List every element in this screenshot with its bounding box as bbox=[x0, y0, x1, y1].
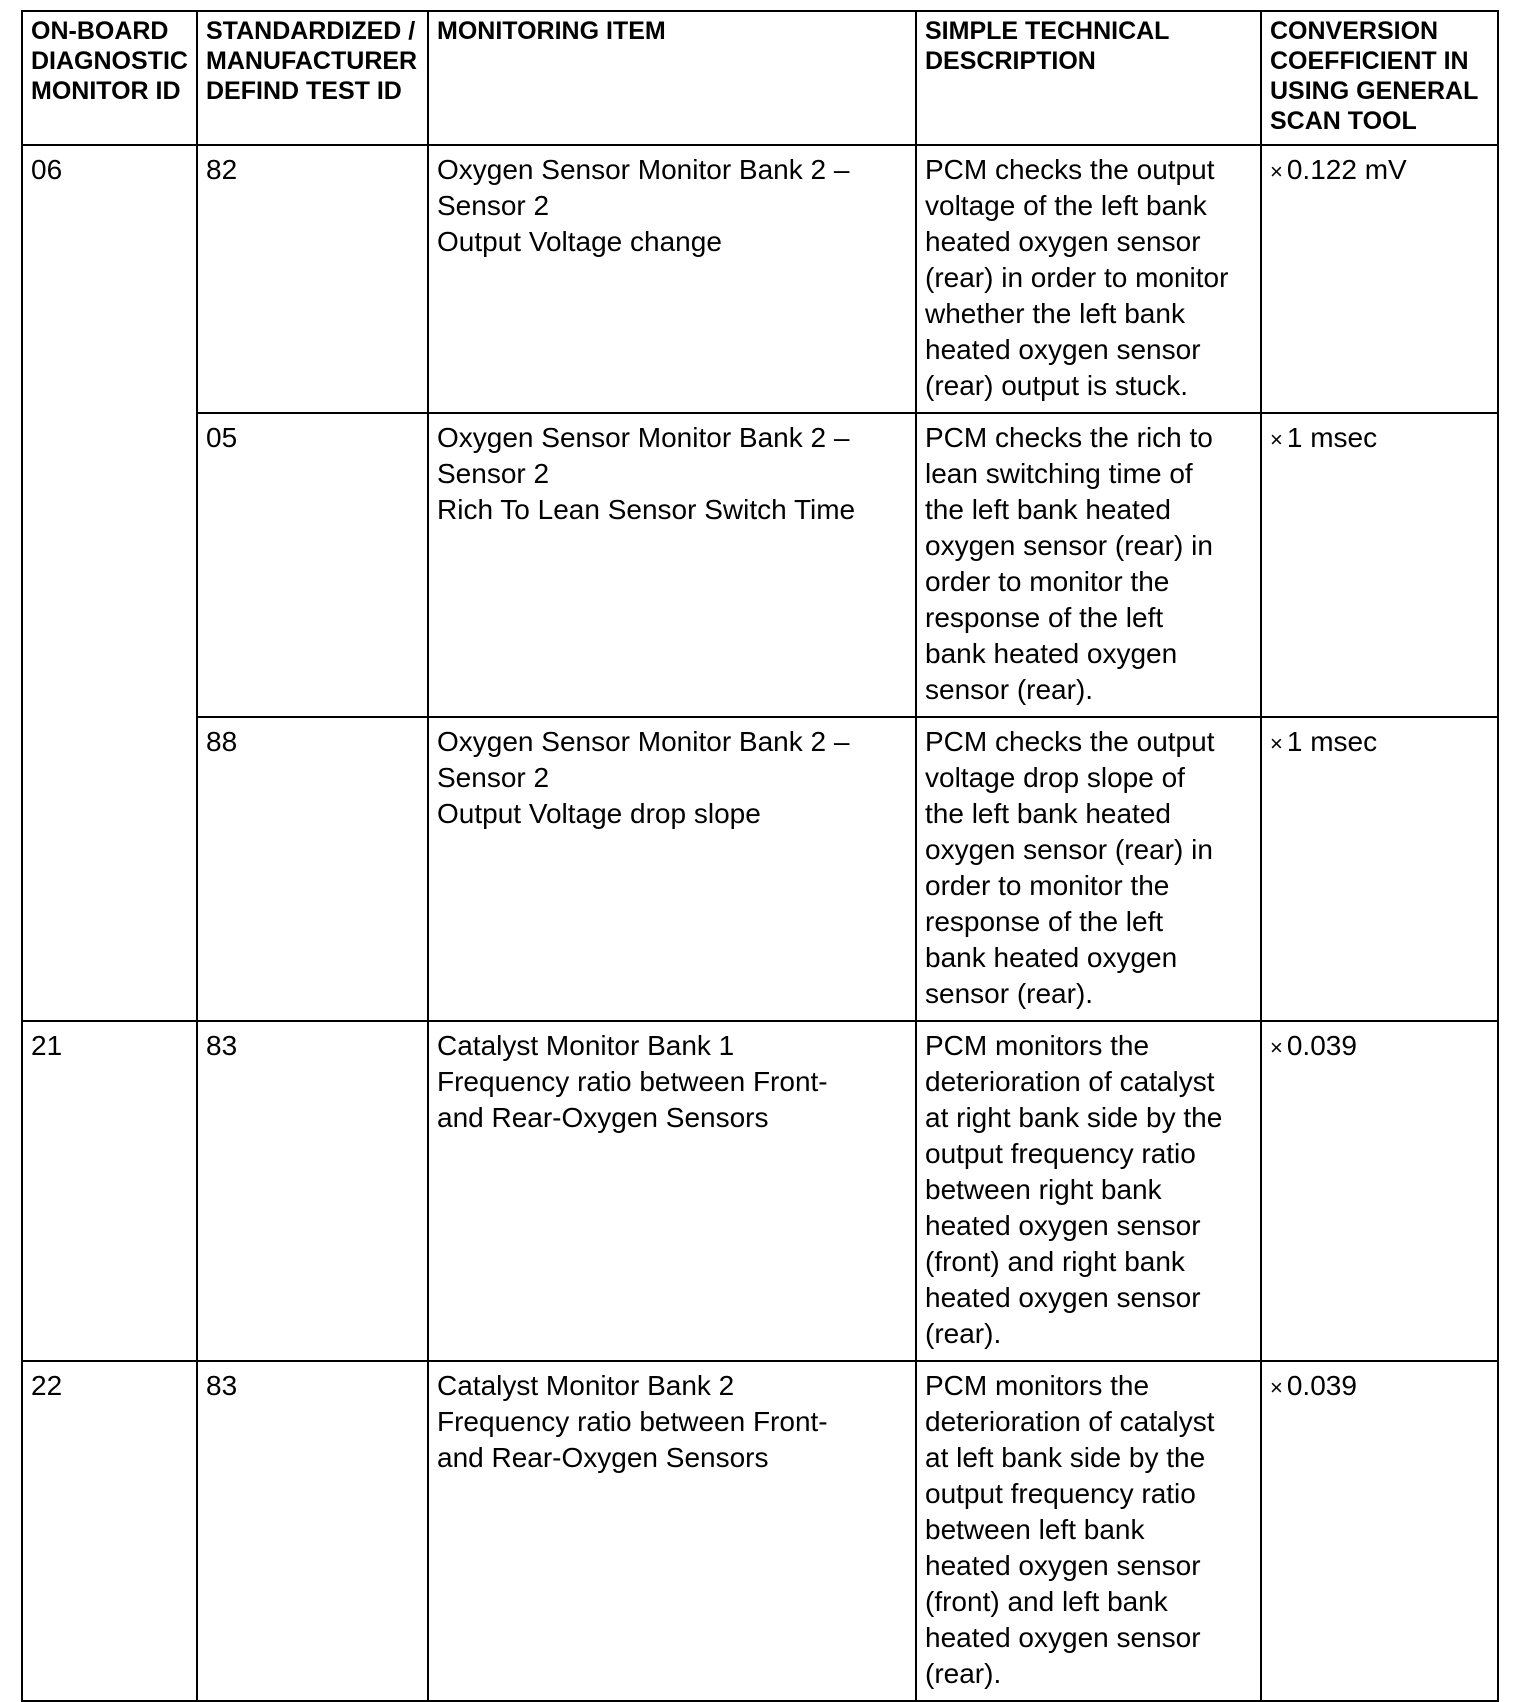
obd-monitor-table bbox=[21, 10, 1499, 1702]
description-line: (rear) output is stuck. bbox=[925, 370, 1188, 401]
header-monitoring-item bbox=[428, 11, 916, 145]
header-line: USING GENERAL bbox=[1270, 77, 1479, 105]
table-row bbox=[22, 145, 1498, 413]
description-line: lean switching time of bbox=[925, 458, 1193, 489]
cell-monitoring-item bbox=[428, 145, 916, 413]
description-line: at right bank side by the bbox=[925, 1102, 1223, 1133]
item-line: Oxygen Sensor Monitor Bank 2 – bbox=[437, 422, 850, 453]
description-line: sensor (rear). bbox=[925, 978, 1094, 1009]
description-line: between right bank bbox=[925, 1174, 1162, 1205]
coefficient-value: 1 msec bbox=[1286, 726, 1378, 757]
header-line: DESCRIPTION bbox=[925, 47, 1096, 75]
header-line: MANUFACTURER bbox=[206, 47, 418, 75]
description-line: heated oxygen sensor bbox=[925, 1210, 1201, 1241]
description-line: PCM checks the output bbox=[925, 154, 1215, 185]
cell-monitor-id: 22 bbox=[22, 1361, 197, 1701]
item-line: Rich To Lean Sensor Switch Time bbox=[437, 494, 856, 525]
cell-monitor-id: 21 bbox=[22, 1021, 197, 1361]
item-line: Catalyst Monitor Bank 1 bbox=[437, 1030, 735, 1061]
description-line: sensor (rear). bbox=[925, 674, 1094, 705]
cell-description bbox=[916, 1361, 1261, 1701]
cell-monitoring-item bbox=[428, 413, 916, 717]
header-description bbox=[916, 11, 1261, 145]
multiply-symbol: × bbox=[1270, 427, 1283, 452]
description-line: (rear) in order to monitor bbox=[925, 262, 1229, 293]
description-line: deterioration of catalyst bbox=[925, 1406, 1215, 1437]
item-line: Catalyst Monitor Bank 2 bbox=[437, 1370, 735, 1401]
item-line: Output Voltage change bbox=[437, 226, 722, 257]
coefficient-value: 1 msec bbox=[1286, 422, 1378, 453]
description-line: (rear). bbox=[925, 1658, 1002, 1689]
cell-description bbox=[916, 717, 1261, 1021]
table-row bbox=[22, 717, 1498, 1021]
description-line: heated oxygen sensor bbox=[925, 1282, 1201, 1313]
cell-description bbox=[916, 413, 1261, 717]
header-line: MONITORING ITEM bbox=[437, 17, 666, 45]
coefficient-value: 0.039 bbox=[1286, 1030, 1357, 1061]
header-row bbox=[22, 11, 1498, 145]
cell-monitoring-item bbox=[428, 1021, 916, 1361]
multiply-symbol: × bbox=[1270, 1375, 1283, 1400]
cell-description bbox=[916, 1021, 1261, 1361]
header-line: SCAN TOOL bbox=[1270, 107, 1417, 135]
cell-test-id: 82 bbox=[197, 145, 428, 413]
header-line: STANDARDIZED / bbox=[206, 17, 416, 45]
description-line: voltage drop slope of bbox=[925, 762, 1185, 793]
item-line: and Rear-Oxygen Sensors bbox=[437, 1102, 769, 1133]
header-line: DIAGNOSTIC bbox=[31, 47, 188, 75]
description-line: PCM checks the output bbox=[925, 726, 1215, 757]
description-line: output frequency ratio bbox=[925, 1138, 1196, 1169]
cell-conversion-coefficient bbox=[1261, 145, 1498, 413]
item-line: Oxygen Sensor Monitor Bank 2 – bbox=[437, 154, 850, 185]
description-line: heated oxygen sensor bbox=[925, 226, 1201, 257]
description-line: bank heated oxygen bbox=[925, 638, 1178, 669]
cell-monitor-id: 06 bbox=[22, 145, 197, 1021]
header-line: SIMPLE TECHNICAL bbox=[925, 17, 1170, 45]
cell-conversion-coefficient bbox=[1261, 413, 1498, 717]
description-line: oxygen sensor (rear) in bbox=[925, 834, 1213, 865]
coefficient-value: 0.122 mV bbox=[1286, 154, 1407, 185]
cell-test-id: 83 bbox=[197, 1361, 428, 1701]
cell-conversion-coefficient bbox=[1261, 717, 1498, 1021]
table-row bbox=[22, 1021, 1498, 1361]
description-line: whether the left bank bbox=[925, 298, 1185, 329]
multiply-symbol: × bbox=[1270, 159, 1283, 184]
cell-monitoring-item bbox=[428, 717, 916, 1021]
cell-test-id: 05 bbox=[197, 413, 428, 717]
header-line: CONVERSION bbox=[1270, 17, 1439, 45]
header-line: MONITOR ID bbox=[31, 77, 181, 105]
header-monitor-id bbox=[22, 11, 197, 145]
table-row bbox=[22, 1361, 1498, 1701]
item-line: Sensor 2 bbox=[437, 190, 550, 221]
item-line: Sensor 2 bbox=[437, 762, 550, 793]
description-line: response of the left bbox=[925, 602, 1164, 633]
item-line: Frequency ratio between Front- bbox=[437, 1406, 828, 1437]
description-line: order to monitor the bbox=[925, 870, 1170, 901]
description-line: (front) and left bank bbox=[925, 1586, 1168, 1617]
header-line: DEFIND TEST ID bbox=[206, 77, 402, 105]
description-line: order to monitor the bbox=[925, 566, 1170, 597]
cell-monitoring-item bbox=[428, 1361, 916, 1701]
cell-test-id: 83 bbox=[197, 1021, 428, 1361]
item-line: Oxygen Sensor Monitor Bank 2 – bbox=[437, 726, 850, 757]
description-line: deterioration of catalyst bbox=[925, 1066, 1215, 1097]
description-line: output frequency ratio bbox=[925, 1478, 1196, 1509]
description-line: the left bank heated bbox=[925, 494, 1171, 525]
description-line: PCM checks the rich to bbox=[925, 422, 1213, 453]
coefficient-value: 0.039 bbox=[1286, 1370, 1357, 1401]
description-line: heated oxygen sensor bbox=[925, 1622, 1201, 1653]
description-line: at left bank side by the bbox=[925, 1442, 1206, 1473]
description-line: the left bank heated bbox=[925, 798, 1171, 829]
cell-conversion-coefficient bbox=[1261, 1021, 1498, 1361]
description-line: bank heated oxygen bbox=[925, 942, 1178, 973]
cell-description bbox=[916, 145, 1261, 413]
item-line: and Rear-Oxygen Sensors bbox=[437, 1442, 769, 1473]
item-line: Frequency ratio between Front- bbox=[437, 1066, 828, 1097]
description-line: voltage of the left bank bbox=[925, 190, 1207, 221]
header-test-id bbox=[197, 11, 428, 145]
header-line: ON-BOARD bbox=[31, 17, 169, 45]
cell-test-id: 88 bbox=[197, 717, 428, 1021]
item-line: Sensor 2 bbox=[437, 458, 550, 489]
description-line: (front) and right bank bbox=[925, 1246, 1185, 1277]
description-line: heated oxygen sensor bbox=[925, 1550, 1201, 1581]
description-line: heated oxygen sensor bbox=[925, 334, 1201, 365]
multiply-symbol: × bbox=[1270, 1035, 1283, 1060]
item-line: Output Voltage drop slope bbox=[437, 798, 761, 829]
header-conversion-coefficient bbox=[1261, 11, 1498, 145]
description-line: oxygen sensor (rear) in bbox=[925, 530, 1213, 561]
description-line: PCM monitors the bbox=[925, 1030, 1150, 1061]
description-line: response of the left bbox=[925, 906, 1164, 937]
cell-conversion-coefficient bbox=[1261, 1361, 1498, 1701]
description-line: PCM monitors the bbox=[925, 1370, 1150, 1401]
multiply-symbol: × bbox=[1270, 731, 1283, 756]
description-line: (rear). bbox=[925, 1318, 1002, 1349]
header-line: COEFFICIENT IN bbox=[1270, 47, 1469, 75]
table-row bbox=[22, 413, 1498, 717]
description-line: between left bank bbox=[925, 1514, 1145, 1545]
